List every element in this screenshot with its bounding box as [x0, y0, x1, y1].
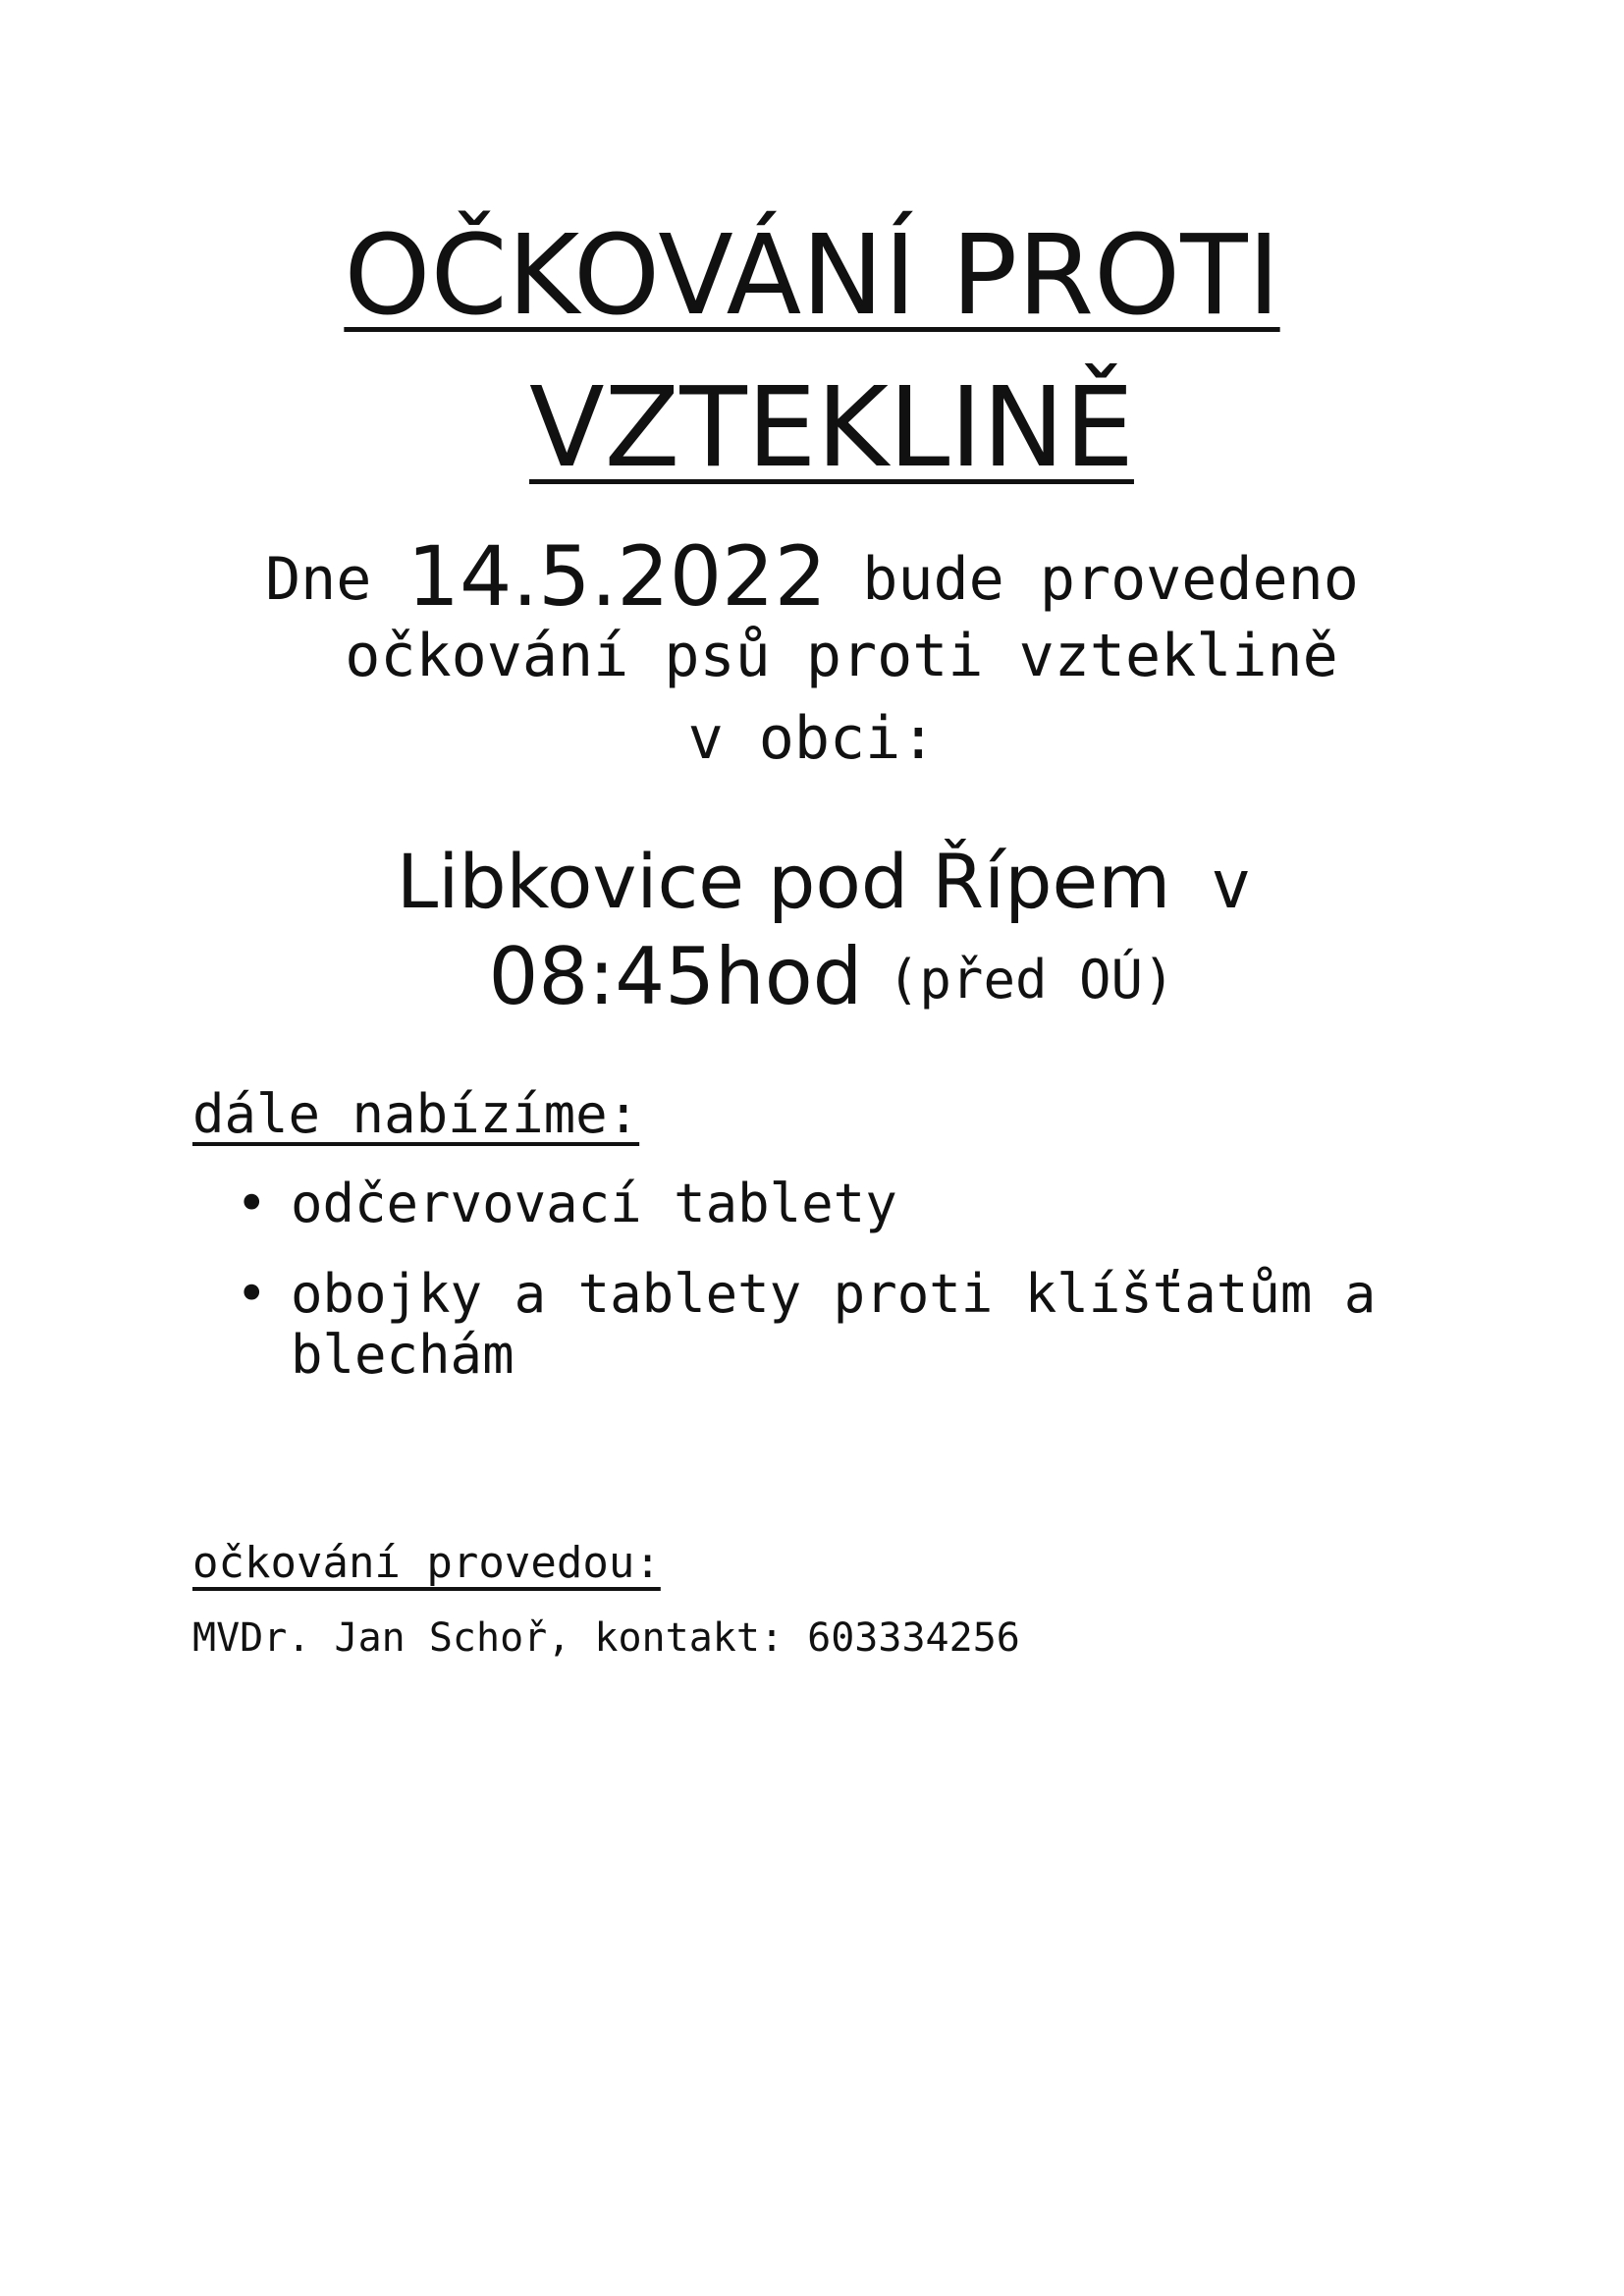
vet-contact: MVDr. Jan Schoř, kontakt: 603334256 [192, 1615, 1020, 1661]
offer-item-text: odčervovací tablety [291, 1173, 897, 1234]
title-line-2: VZTEKLINĚ [529, 364, 1134, 492]
place-time: 08:45hod [488, 931, 863, 1022]
intro-line-2: očkování psů proti vzteklině [345, 622, 1338, 690]
place-name: Libkovice pod Řípem [396, 838, 1171, 925]
list-item [236, 1264, 1469, 1386]
bullet-icon: • [236, 1263, 268, 1325]
place-connector: v [1170, 847, 1252, 924]
intro-suffix: bude provedeno [827, 545, 1359, 614]
offer-item-text-continued: blechám [291, 1324, 514, 1386]
bullet-icon: • [236, 1173, 268, 1234]
list-item [236, 1174, 1469, 1234]
intro-line-3: v obci: [687, 704, 937, 773]
intro-line-1 [0, 528, 1624, 625]
vaccination-heading: očkování provedou: [192, 1538, 661, 1588]
place-name-line [12, 838, 1624, 925]
offer-item-text: obojky a tablety proti klíšťatům a [291, 1263, 1377, 1325]
offer-list [236, 1174, 1469, 1415]
offer-heading: dále nabízíme: [192, 1083, 640, 1145]
place-note: (před OÚ) [887, 949, 1175, 1011]
vaccination-date: 14.5.2022 [406, 528, 828, 625]
intro-prefix: Dne [265, 545, 407, 614]
title-line-1: OČKOVÁNÍ PROTI [344, 212, 1280, 340]
place-time-line [20, 931, 1624, 1022]
